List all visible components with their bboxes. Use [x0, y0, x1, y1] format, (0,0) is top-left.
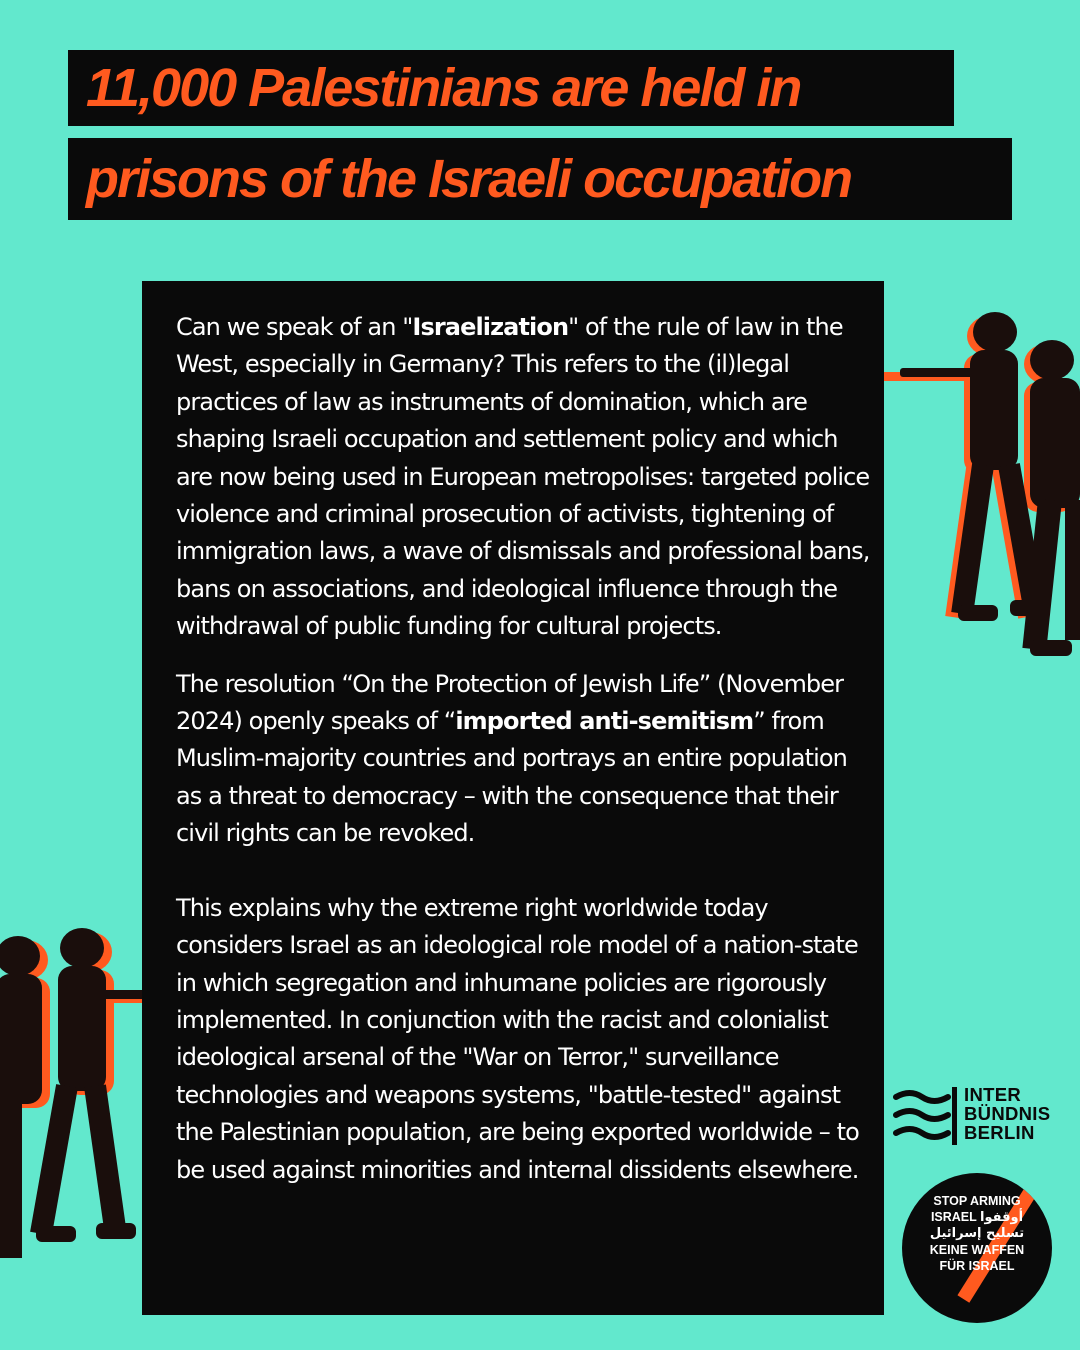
badge-line-4: FÜR ISRAEL — [939, 1259, 1015, 1273]
text-panel — [142, 281, 884, 1315]
paragraph-1-bold-israelization: Israelization — [412, 313, 569, 341]
stop-arming-israel-badge — [902, 1173, 1052, 1323]
badge-arabic-2: تسليح إسرائيل — [929, 1226, 1025, 1241]
badge-arabic-1: أوقفوا — [980, 1210, 1024, 1225]
wave-flag-icon — [892, 1085, 958, 1147]
interbuendnis-berlin-logo — [892, 1085, 1072, 1147]
badge-line-2-row — [902, 1209, 1052, 1226]
headline-line-1 — [68, 50, 954, 126]
logo-line-2: BÜNDNIS — [964, 1103, 1051, 1124]
logo-line-3: BERLIN — [964, 1122, 1035, 1143]
paragraph-2 — [176, 666, 874, 853]
headline-line-1-text: 11,000 Palestinians are held in — [86, 58, 801, 118]
badge-text — [902, 1193, 1052, 1274]
headline-line-2 — [68, 138, 1012, 220]
paragraph-2-part-3: ” from Muslim-majority countries and portrays an entire population as a threat to democracy – with the consequence that their civil rights can be revoked. — [176, 707, 847, 848]
paragraph-3 — [176, 890, 874, 1189]
logo-line-1: INTER — [964, 1084, 1021, 1105]
paragraph-3-part-1: This explains why the extreme right worldwide today considers Israel as an ideological role model of a nation-state in which segregation and inhumane policies are rigorously implemented. In conjunction with the racist and colonialist ideological arsenal of the "War on Terror," surveillance technologies and weapons systems, "battle-tested" against the Palestinian population, are being exported worldwide – to be used against minorities and internal dissidents elsewhere. — [176, 893, 859, 1184]
badge-line-3: KEINE WAFFEN — [929, 1243, 1025, 1257]
paragraph-1 — [176, 309, 874, 646]
badge-line-1: STOP ARMING — [933, 1194, 1021, 1208]
headline-line-2-text: prisons of the Israeli occupation — [86, 149, 852, 209]
paragraph-1-part-1: Can we speak of an " — [176, 313, 413, 341]
soldier-silhouettes-right-icon — [870, 300, 1080, 680]
badge-line-2: ISRAEL — [930, 1210, 977, 1224]
paragraph-2-bold-imported-antisemitism: imported anti-semitism — [455, 707, 754, 736]
logo-text — [964, 1085, 1050, 1142]
paragraph-1-part-3: " of the rule of law in the West, especially in Germany? This refers to the (il)legal practices of law as instruments of domination, which are shaping Israeli occupation and settlement policy and which are now being used in European metropolises: targeted police violence and criminal prosecution of activists, tightening of immigration laws, a wave of dismissals and professional bans, bans on associations, and ideological influence through the withdrawal of public funding for cultural projects. — [176, 313, 870, 641]
paragraph-2-part-1: The resolution “On the Protection of Jewish Life” (November 2024) openly speaks of “ — [176, 669, 844, 736]
